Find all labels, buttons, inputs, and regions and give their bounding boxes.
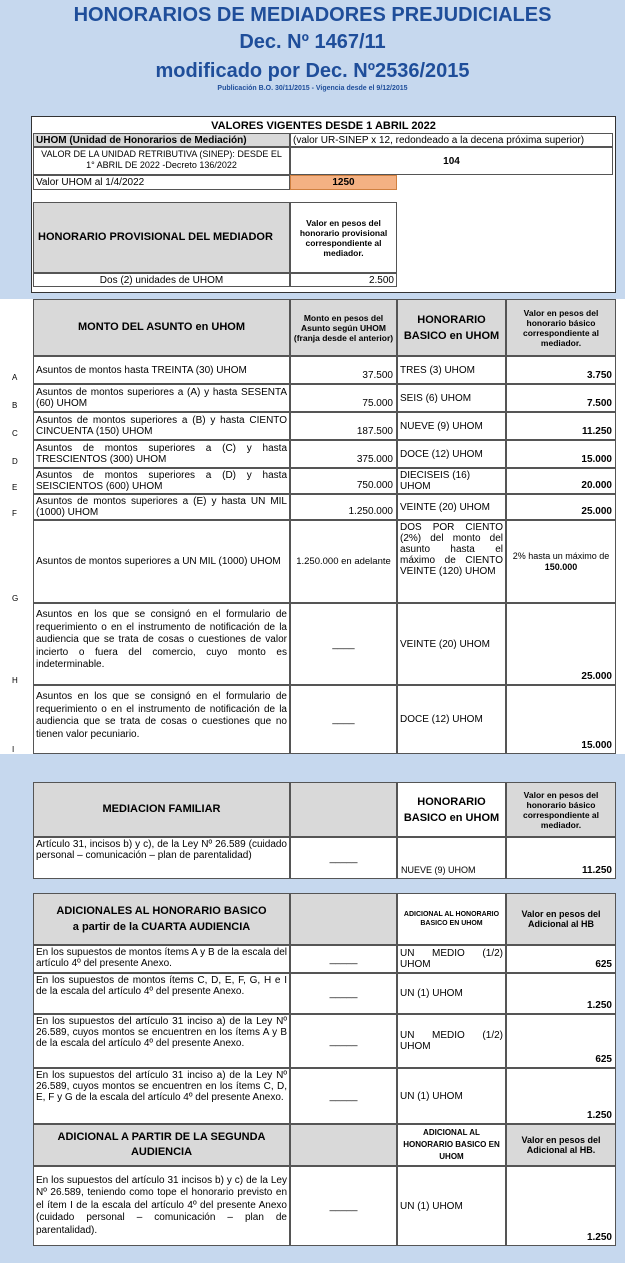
honorario-basico: DOCE (12) UHOM [397,685,506,754]
adicional-desc: En los supuestos del artículo 31 inciso a) de la Ley Nº 26.589, cuyos montos se encuentren en los ítems A y B de la escala del artículo 4º del presente Anexo. [33,1014,290,1068]
adicional-valor: 1.250 [506,1068,616,1124]
adicional-monto: _____ [290,1068,397,1124]
segunda-hb: UN (1) UHOM [397,1166,506,1246]
adicionales-col4-header: Valor en pesos del Adicional al HB [506,893,616,945]
monto-desc: Asuntos de montos superiores a (B) y hasta CIENTO CINCUENTA (150) UHOM [33,412,290,440]
segunda-col2-header [290,1124,397,1166]
segunda-monto: _____ [290,1166,397,1246]
adicional-monto: _____ [290,973,397,1014]
adicional-hb: UN (1) UHOM [397,973,506,1014]
adicional-monto: _____ [290,945,397,973]
adicional-valor: 625 [506,1014,616,1068]
monto-value: 37.500 [290,356,397,384]
monto-col2-header: Monto en pesos del Asunto según UHOM (franja desde el anterior) [290,299,397,356]
familiar-valor: 11.250 [506,837,616,879]
row-letter: B [12,401,18,410]
adicional-hb: UN MEDIO (1/2) UHOM [397,1014,506,1068]
uhom-label: UHOM (Unidad de Honorarios de Mediación) [33,133,290,147]
honorario-valor: 11.250 [506,412,616,440]
monto-desc: Asuntos de montos superiores a (D) y hasta SEISCIENTOS (600) UHOM [33,468,290,494]
adicional-hb: UN MEDIO (1/2) UHOM [397,945,506,973]
adicionales-col3-header: ADICIONAL AL HONORARIO BASICO EN UHOM [397,893,506,945]
adicional-desc: En los supuestos de montos ítems C, D, E, F, G, H e I de la escala del artículo 4º del presente Anexo. [33,973,290,1014]
adicional-desc: En los supuestos del artículo 31 inciso a) de la Ley Nº 26.589, cuyos montos se encuentren en los ítems C, D, E, F y G de la escala del artículo 4º del presente Anexo. [33,1068,290,1124]
segunda-desc: En los supuestos del artículo 31 incisos b) y c) de la Ley Nº 26.589, teniendo como tope el honorario previsto en el ítem I de la escala del artículo 4º del presente Anexo (cuidado personal – comunicación – plan de parentalidad). [33,1166,290,1246]
monto-desc: Asuntos en los que se consignó en el formulario de requerimiento o en el instrumento de notificación de la audiencia que se trata de cosas o cuestiones de valor incierto o fuera del comercio, cuyo monto es indeterminable. [33,603,290,685]
honorario-basico: SEIS (6) UHOM [397,384,506,412]
sinep-value: 104 [290,147,613,175]
monto-value: ____ [290,685,397,754]
familiar-col4-header: Valor en pesos del honorario básico correspondiente al mediador. [506,782,616,837]
honorario-valor-max: 150.000 [544,561,578,572]
segunda-col3-header: ADICIONAL AL HONORARIO BASICO EN UHOM [397,1124,506,1166]
monto-value: ____ [290,603,397,685]
provisional-row-value: 2.500 [290,273,397,287]
monto-value: 375.000 [290,440,397,468]
adicionales-title [33,893,290,945]
honorario-basico: VEINTE (20) UHOM [397,494,506,520]
familiar-desc: Artículo 31, incisos b) y c), de la Ley Nº 26.589 (cuidado personal – comunicación – plan de parentalidad) [33,837,290,879]
monto-col1-header: MONTO DEL ASUNTO en UHOM [33,299,290,356]
header-publication: Publicación B.O. 30/11/2015 - Vigencia desde el 9/12/2015 [217,85,408,92]
monto-desc: Asuntos de montos superiores a (E) y hasta UN MIL (1000) UHOM [33,494,290,520]
row-letter: I [12,745,15,754]
row-letter: F [12,509,17,518]
adicional-monto: _____ [290,1014,397,1068]
monto-value: 750.000 [290,468,397,494]
row-letter: G [12,594,19,603]
monto-desc: Asuntos de montos superiores a UN MIL (1000) UHOM [33,520,290,603]
valor-uhom-label: Valor UHOM al 1/4/2022 [33,175,290,190]
familiar-monto: _____ [290,837,397,879]
familiar-col2-header [290,782,397,837]
honorario-valor [506,520,616,603]
sinep-label: VALOR DE LA UNIDAD RETRIBUTIVA (SINEP): DESDE EL 1° ABRIL DE 2022 -Decreto 136/2022 [33,147,290,175]
adicional-desc: En los supuestos de montos ítems A y B de la escala del artículo 4º del presente Anexo. [33,945,290,973]
uhom-note: (valor UR-SINEP x 12, redondeado a la decena próxima superior) [290,133,613,147]
adicional-valor: 1.250 [506,973,616,1014]
honorario-valor: 15.000 [506,440,616,468]
familiar-hb [397,837,506,879]
segunda-title: ADICIONAL A PARTIR DE LA SEGUNDA AUDIENCIA [33,1124,290,1166]
row-letter: D [12,457,18,466]
adicionales-title-1: ADICIONALES AL HONORARIO BASICO [56,905,267,917]
monto-col4-header: Valor en pesos del honorario básico correspondiente al mediador. [506,299,616,356]
familiar-title: MEDIACION FAMILIAR [33,782,290,837]
honorario-valor: 15.000 [506,685,616,754]
honorario-basico: DOCE (12) UHOM [397,440,506,468]
monto-value: 187.500 [290,412,397,440]
monto-value: 75.000 [290,384,397,412]
honorario-valor: 3.750 [506,356,616,384]
adicionales-col2-header [290,893,397,945]
row-letter: C [12,429,18,438]
row-letter: E [12,483,18,492]
segunda-valor: 1.250 [506,1166,616,1246]
monto-col3-header: HONORARIO BASICO en UHOM [397,299,506,356]
honorario-basico: TRES (3) UHOM [397,356,506,384]
provisional-title: HONORARIO PROVISIONAL DEL MEDIADOR [33,202,290,273]
adicionales-title-2: a partir de la CUARTA AUDIENCIA [72,921,251,933]
monto-desc: Asuntos de montos hasta TREINTA (30) UHOM [33,356,290,384]
monto-desc: Asuntos en los que se consignó en el formulario de requerimiento o en el instrumento de notificación de la audiencia que se trata de cosas o cuestiones que no tienen valor pecuniario. [33,685,290,754]
honorario-valor: 7.500 [506,384,616,412]
honorario-basico: NUEVE (9) UHOM [397,412,506,440]
valores-title: VALORES VIGENTES DESDE 1 ABRIL 2022 [211,120,436,132]
segunda-col4-header: Valor en pesos del Adicional al HB. [506,1124,616,1166]
honorario-valor: 20.000 [506,468,616,494]
honorario-valor: 25.000 [506,603,616,685]
honorario-basico: VEINTE (20) UHOM [397,603,506,685]
monto-value: 1.250.000 en adelante [290,520,397,603]
adicional-valor: 625 [506,945,616,973]
adicional-hb: UN (1) UHOM [397,1068,506,1124]
monto-desc: Asuntos de montos superiores a (A) y hasta SESENTA (60) UHOM [33,384,290,412]
honorario-basico: DOS POR CIENTO (2%) del monto del asunto hasta el máximo de CIENTO VEINTE (120) UHOM [397,520,506,603]
provisional-row-label: Dos (2) unidades de UHOM [33,273,290,287]
provisional-col-header: Valor en pesos del honorario provisional correspondiente al mediador. [290,202,397,273]
header-decree: Dec. Nº 1467/11 [239,31,386,53]
honorario-valor-text: 2% hasta un máximo de [512,550,610,561]
valor-uhom-value: 1250 [290,175,397,190]
familiar-col3-header: HONORARIO BASICO en UHOM [397,782,506,837]
familiar-hb-text: NUEVE (9) UHOM [401,865,476,875]
monto-value: 1.250.000 [290,494,397,520]
honorario-valor: 25.000 [506,494,616,520]
header-title: HONORARIOS DE MEDIADORES PREJUDICIALES [73,4,552,26]
honorario-basico: DIECISEIS (16) UHOM [397,468,506,494]
row-letter: H [12,676,18,685]
monto-desc: Asuntos de montos superiores a (C) y hasta TRESCIENTOS (300) UHOM [33,440,290,468]
row-letter: A [12,373,18,382]
header-modified: modificado por Dec. Nº2536/2015 [155,60,470,82]
